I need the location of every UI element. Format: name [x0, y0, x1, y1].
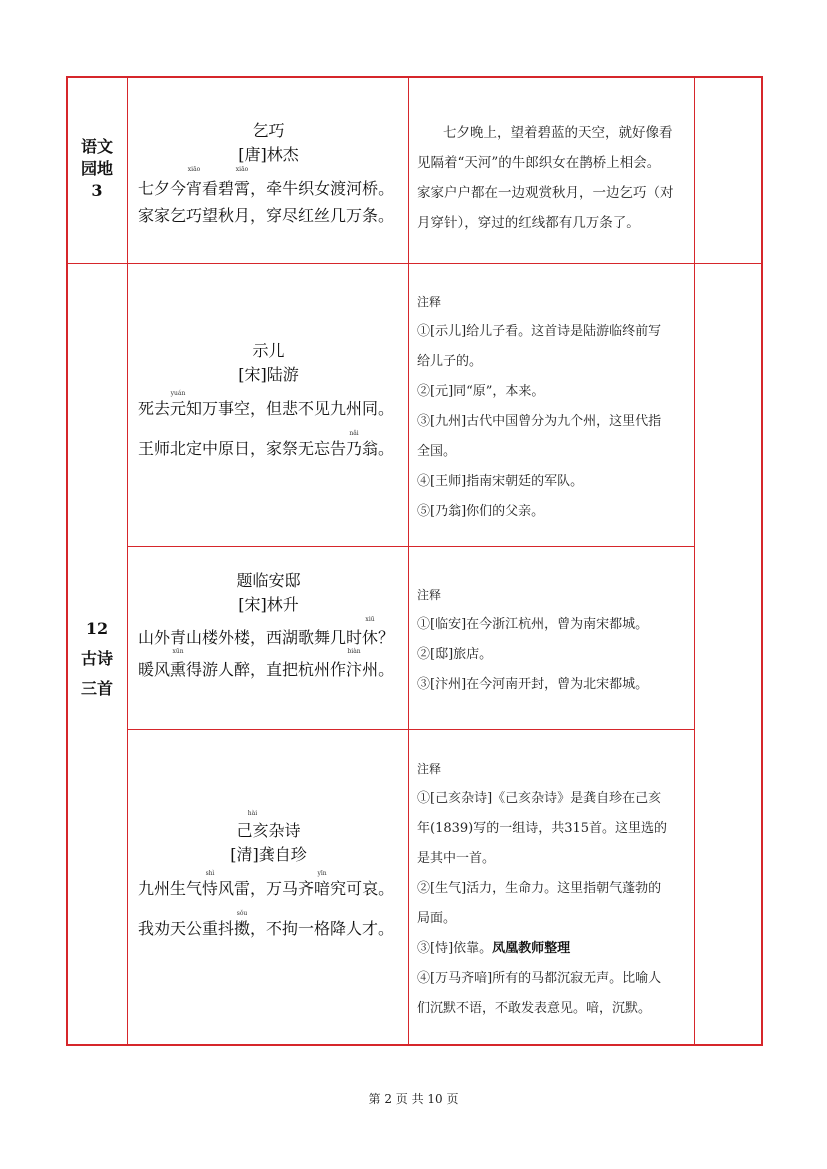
- unit-text: 三首: [80, 679, 113, 698]
- ruby-base: 熏: [170, 660, 187, 679]
- pinyin: xūn: [172, 648, 184, 655]
- unit-label-gushi-sanshou: [66, 614, 128, 704]
- pinyin: xiāo: [235, 166, 249, 173]
- ruby-char: [234, 910, 251, 939]
- pinyin: yuán: [170, 390, 186, 397]
- note-item: ①[己亥杂诗]《己亥杂诗》是龚自珍在己亥: [417, 791, 662, 806]
- poem-shier: [128, 339, 409, 459]
- poem-title: 题临安邸: [236, 571, 301, 590]
- poem-title: 示儿: [252, 341, 285, 360]
- translation-line: 月穿针），穿过的红线都有几万条了。: [417, 215, 640, 231]
- poem-author: [清]龚自珍: [230, 845, 307, 864]
- poem-line: 家家乞巧望秋月，穿尽红丝几万条。: [138, 206, 395, 225]
- line-text: ？: [378, 628, 395, 647]
- ruby-base: 宵: [186, 179, 203, 198]
- line-text: 死去: [138, 399, 171, 418]
- line-text: 九州生气: [138, 879, 203, 898]
- notes-shier: [409, 287, 695, 527]
- ruby-base: 霄: [234, 179, 251, 198]
- ruby-base: 己亥: [236, 821, 269, 840]
- ruby-base: 元: [170, 399, 187, 418]
- line-text: 王师北定中原日，家祭无忘告: [138, 439, 347, 458]
- ruby-base: 乃: [346, 439, 363, 458]
- ruby-base: 喑: [314, 879, 331, 898]
- note-item: ①[临安]在今浙江杭州，曾为南宋都城。: [417, 617, 649, 632]
- poem-qiqiao: [128, 119, 409, 229]
- note-item: ⑤[乃翁]你们的父亲。: [417, 504, 545, 519]
- ruby-char: [186, 166, 203, 202]
- ruby-base: 擞: [234, 919, 251, 938]
- notes-heading: 注释: [417, 762, 442, 776]
- unit-text: 园地: [80, 159, 113, 178]
- unit-text: 语文: [80, 137, 113, 156]
- note-item: ③[九州]古代中国曾分为九个州，这里代指: [417, 414, 662, 429]
- unit-number: 3: [91, 181, 103, 200]
- line-text: 我劝天公重抖: [138, 919, 235, 938]
- ruby-char: [236, 810, 269, 843]
- ruby-char: [346, 648, 363, 683]
- pinyin: xiū: [365, 616, 375, 623]
- note-item: ②[邸]旅店。: [417, 647, 493, 662]
- poem-line: [128, 870, 409, 899]
- page-footer: 第 2 页 共 10 页: [368, 1092, 459, 1106]
- poem-line: [128, 910, 409, 939]
- line-text: 州。: [362, 660, 395, 679]
- ruby-char: [314, 870, 331, 899]
- ruby-char: [362, 616, 379, 651]
- line-text: 暖风: [138, 660, 171, 679]
- notes-tilinandi: [409, 580, 695, 700]
- ruby-char: [170, 390, 187, 419]
- note-item: 年(1839)写的一组诗，共315首。这里选的: [417, 821, 668, 836]
- unit-label-yuwen-yuandi: [66, 136, 128, 202]
- line-text: 究可哀。: [330, 879, 395, 898]
- ruby-char: [234, 166, 251, 202]
- poem-tilinandi: [128, 569, 409, 683]
- note-item: 给儿子的。: [417, 354, 483, 369]
- notes-heading: 注释: [417, 588, 442, 602]
- pinyin: xiāo: [187, 166, 201, 173]
- ruby-char: [346, 430, 363, 459]
- notes-heading: 注释: [417, 295, 442, 309]
- poem-title: 乞巧: [252, 121, 285, 140]
- line-text: 得游人醉，直把杭州作: [186, 660, 347, 679]
- translation-line: 家家户户都在一边观赏秋月，一边乞巧（对: [417, 185, 674, 201]
- pinyin: nǎi: [349, 430, 359, 437]
- row-divider: [127, 729, 695, 730]
- poem-line: [128, 166, 409, 202]
- ruby-base: 汴: [346, 660, 363, 679]
- line-text: 翁。: [362, 439, 395, 458]
- line-text: 风雷，万马齐: [218, 879, 315, 898]
- note-item: ②[元]同“原”，本来。: [417, 384, 545, 399]
- note-item: ④[王师]指南宋朝廷的军队。: [417, 474, 584, 489]
- note-item: ①[示儿]给儿子看。这首诗是陆游临终前写: [417, 324, 662, 339]
- row-divider: [66, 263, 763, 264]
- note-item: 们沉默不语，不敢发表意见。喑，沉默。: [417, 1001, 652, 1016]
- note-item: ③[汴州]在今河南开封，曾为北宋都城。: [417, 677, 649, 692]
- watermark-text: 凤凰教师整理: [492, 941, 571, 956]
- poem-line: [128, 616, 409, 651]
- poem-line: [128, 390, 409, 419]
- translation-qiqiao: [409, 118, 695, 238]
- poem-title: [128, 810, 409, 843]
- translation-line: 见隔着“天河”的牛郎织女在鹊桥上相会。: [417, 155, 661, 171]
- line-text: 知万事空，但悲不见九州同。: [186, 399, 395, 418]
- note-item: ②[生气]活力，生命力。这里指朝气蓬勃的: [417, 881, 662, 896]
- ruby-base: 休: [362, 628, 379, 647]
- line-text: 七夕今: [138, 179, 187, 198]
- translation-line: 七夕晚上，望着碧蓝的天空，就好像看: [443, 125, 673, 141]
- note-item: 局面。: [417, 911, 457, 926]
- row-divider: [127, 546, 695, 547]
- poem-author: [宋]林升: [238, 595, 299, 614]
- line-text: 山外青山楼外楼，西湖歌舞几时: [138, 628, 363, 647]
- pinyin: sǒu: [236, 910, 248, 917]
- poem-author: [宋]陆游: [238, 365, 299, 384]
- pinyin: hài: [247, 810, 258, 817]
- note-item: ④[万马齐喑]所有的马都沉寂无声。比喻人: [417, 971, 662, 986]
- ruby-base: 恃: [202, 879, 219, 898]
- note-item: 全国。: [417, 444, 457, 459]
- ruby-char: [170, 648, 187, 683]
- poem-line: [128, 648, 409, 683]
- unit-number: 12: [85, 619, 109, 638]
- poem-jihaizashi: [128, 810, 409, 939]
- unit-text: 古诗: [80, 649, 113, 668]
- lesson-table: [66, 76, 763, 1046]
- line-text: ，牵牛织女渡河桥。: [250, 179, 395, 198]
- notes-jihaizashi: [409, 754, 695, 1024]
- note-item: 是其中一首。: [417, 851, 496, 866]
- pinyin: shì: [205, 870, 215, 877]
- pinyin: yīn: [317, 870, 327, 877]
- line-text: ，不拘一格降人才。: [250, 919, 395, 938]
- note-text: ③[恃]依靠。: [417, 941, 493, 956]
- title-text: 杂诗: [268, 821, 301, 840]
- note-item: [417, 934, 687, 964]
- poem-line: [128, 430, 409, 459]
- ruby-char: [202, 870, 219, 899]
- line-text: 看碧: [202, 179, 235, 198]
- poem-author: [唐]林杰: [238, 145, 299, 164]
- pinyin: biàn: [347, 648, 361, 655]
